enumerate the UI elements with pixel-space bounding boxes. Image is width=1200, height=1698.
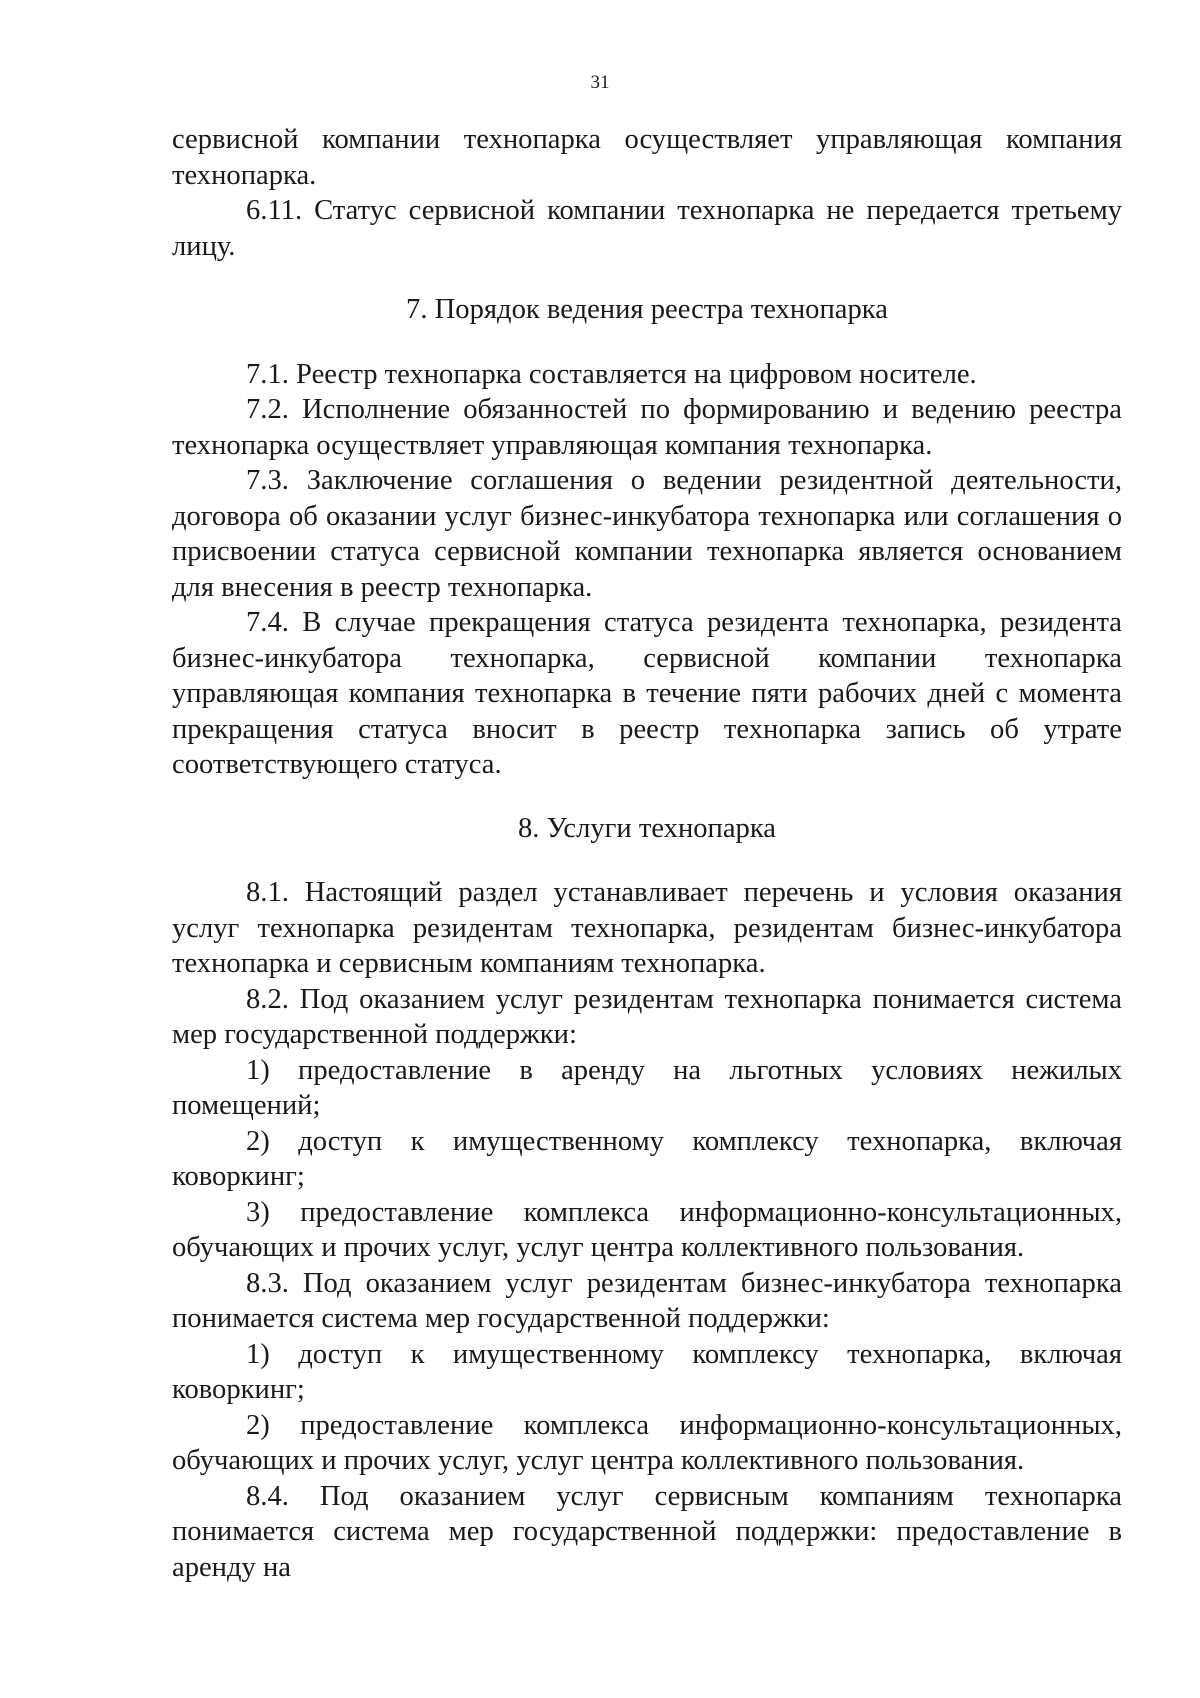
paragraph-8-3: 8.3. Под оказанием услуг резидентам бизнес-инкубатора технопарка понимается система мер государственной поддержки: bbox=[172, 1267, 1122, 1334]
page-number: 31 bbox=[590, 72, 610, 93]
paragraph-7-2: 7.2. Исполнение обязанностей по формированию и ведению реестра технопарка осуществляет управляющая компания технопарка. bbox=[172, 394, 1122, 461]
document-body bbox=[172, 122, 1122, 1585]
paragraph-8-4: 8.4. Под оказанием услуг сервисным компаниям технопарка понимается система мер государственной поддержки: предоставление в аренду на bbox=[172, 1480, 1122, 1583]
paragraph-8-2: 8.2. Под оказанием услуг резидентам технопарка понимается система мер государственной поддержки: bbox=[172, 983, 1122, 1050]
paragraph-7-3: 7.3. Заключение соглашения о ведении резидентной деятельности, договора об оказании услуг бизнес-инкубатора технопарка или соглашения о присвоении статуса сервисной компании технопарка является основанием для внесения в реестр технопарка. bbox=[172, 465, 1122, 603]
paragraph-6-11: 6.11. Статус сервисной компании технопарка не передается третьему лицу. bbox=[172, 195, 1122, 262]
paragraph-7-1: 7.1. Реестр технопарка составляется на цифровом носителе. bbox=[246, 358, 977, 390]
paragraph-7-4: 7.4. В случае прекращения статуса резидента технопарка, резидента бизнес-инкубатора технопарка, сервисной компании технопарка управляющая компания технопарка в течение пяти рабочих дней с момента прекращения статуса вносит в реестр технопарка запись об утрате соответствующего статуса. bbox=[172, 607, 1122, 780]
list-item-8-2-1: 1) предоставление в аренду на льготных условиях нежилых помещений; bbox=[172, 1054, 1122, 1121]
list-item-8-2-2: 2) доступ к имущественному комплексу технопарка, включая коворкинг; bbox=[172, 1125, 1122, 1192]
list-item-8-2-3: 3) предоставление комплекса информационно-консультационных, обучающих и прочих услуг, услуг центра коллективного пользования. bbox=[172, 1196, 1122, 1263]
list-item-8-3-2: 2) предоставление комплекса информационно-консультационных, обучающих и прочих услуг, услуг центра коллективного пользования. bbox=[172, 1409, 1122, 1476]
section-heading-7: 7. Порядок ведения реестра технопарка bbox=[406, 294, 888, 325]
paragraph-8-1: 8.1. Настоящий раздел устанавливает перечень и условия оказания услуг технопарка резидентам технопарка, резидентам бизнес-инкубатора технопарка и сервисным компаниям технопарка. bbox=[172, 877, 1122, 979]
list-item-8-3-1: 1) доступ к имущественному комплексу технопарка, включая коворкинг; bbox=[172, 1338, 1122, 1405]
section-heading-8: 8. Услуги технопарка bbox=[518, 812, 776, 844]
paragraph-continuation: сервисной компании технопарка осуществляет управляющая компания технопарка. bbox=[172, 124, 1122, 191]
